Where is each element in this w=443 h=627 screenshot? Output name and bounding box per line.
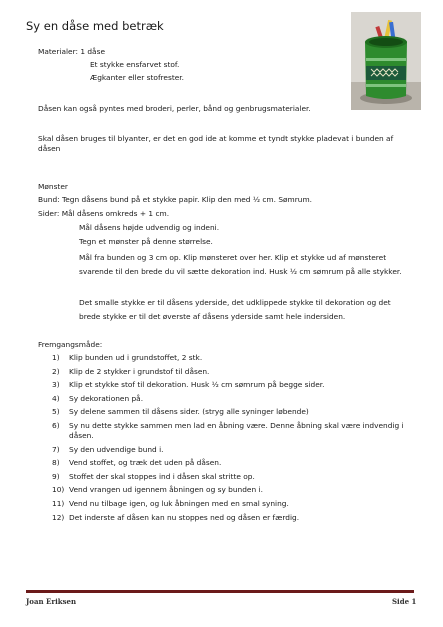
materials-line-3: Ægkanter eller stofrester. <box>90 73 184 82</box>
pattern-sides: Sider: Mål dåsens omkreds + 1 cm. <box>38 209 170 218</box>
pattern-sub-2: Tegn et mønster på denne størrelse. <box>79 237 213 246</box>
step-number: 4) <box>52 393 60 403</box>
pattern-sub-4: Det smalle stykke er til dåsens yderside, det udklippede stykke til dekoration og det brede stykke er til det øverste af dåsens yderside samt hele indersiden. <box>79 298 391 321</box>
list-item <box>52 513 407 527</box>
step-text: Sy delene sammen til dåsens sider. (stryg alle syninger løbende) <box>69 407 309 417</box>
step-text: Sy den udvendige bund i. <box>69 444 164 454</box>
step-text: Vend nu tilbage igen, og luk åbningen med en smal syning. <box>69 498 289 508</box>
step-text: Sy dekorationen på. <box>69 393 144 403</box>
page-title: Sy en dåse med betræk <box>26 19 164 33</box>
step-text: Klip et stykke stof til dekoration. Husk ½ cm sømrum på begge sider. <box>69 380 325 390</box>
list-item <box>52 445 407 459</box>
step-text: Stoffet der skal stoppes ind i dåsen skal stritte op. <box>69 471 255 481</box>
list-item <box>52 367 407 381</box>
step-number: 3) <box>52 380 60 390</box>
step-text: Det inderste af dåsen kan nu stoppes ned og dåsen er færdig. <box>69 512 300 522</box>
step-text: Vend stoffet, og træk det uden på dåsen. <box>69 458 222 468</box>
step-number: 9) <box>52 471 60 481</box>
pattern-bottom: Bund: Tegn dåsens bund på et stykke papir. Klip den med ½ cm. Sømrum. <box>38 195 313 204</box>
step-number: 6) <box>52 420 60 430</box>
list-item <box>52 394 407 408</box>
decor-text: Dåsen kan også pyntes med broderi, perler, bånd og genbrugsmaterialer. <box>38 104 311 113</box>
pattern-heading: Mønster <box>38 182 68 191</box>
pencil-can-photo <box>351 12 421 110</box>
pattern-sub-1: Mål dåsens højde udvendig og indeni. <box>79 223 220 232</box>
step-number: 7) <box>52 444 60 454</box>
step-number: 5) <box>52 407 60 417</box>
list-item <box>52 499 407 513</box>
step-text: Sy nu dette stykke sammen men lad en åbning være. Denne åbning skal være indvendig i dåsen. <box>69 420 404 440</box>
list-item <box>52 485 407 499</box>
step-number: 10) <box>52 485 65 495</box>
list-item <box>52 380 407 394</box>
step-number: 8) <box>52 458 60 468</box>
pattern-sub-3: Mål fra bunden og 3 cm op. Klip mønsteret over her. Klip et stykke ud af mønsteret svarende til den brede du vil sætte dekoration ind. Husk ½ cm sømrum på alle stykker. <box>79 253 402 276</box>
procedure-heading: Fremgangsmåde: <box>38 340 103 349</box>
materials-line-2: Et stykke ensfarvet stof. <box>90 60 180 69</box>
step-number: 1) <box>52 353 60 362</box>
step-number: 11) <box>52 498 65 508</box>
pencil-text: Skal dåsen bruges til blyanter, er det en god ide at komme et tyndt stykke pladevat i bunden af dåsen <box>38 134 394 153</box>
step-text: Klip bunden ud i grundstoffet, 2 stk. <box>69 353 203 362</box>
list-item <box>52 407 407 421</box>
footer-page-number: Side 1 <box>392 597 417 606</box>
step-number: 2) <box>52 366 60 376</box>
footer-author: Joan Eriksen <box>26 597 77 606</box>
step-number: 12) <box>52 512 65 522</box>
step-text: Vend vrangen ud igennem åbningen og sy bunden i. <box>69 485 263 495</box>
procedure-steps <box>52 353 407 526</box>
list-item <box>52 421 407 445</box>
materials-line-1: Materialer: 1 dåse <box>38 47 105 56</box>
footer-divider <box>26 590 414 593</box>
list-item <box>52 472 407 486</box>
list-item <box>52 458 407 472</box>
list-item <box>52 353 407 367</box>
step-text: Klip de 2 stykker i grundstof til dåsen. <box>69 366 210 376</box>
